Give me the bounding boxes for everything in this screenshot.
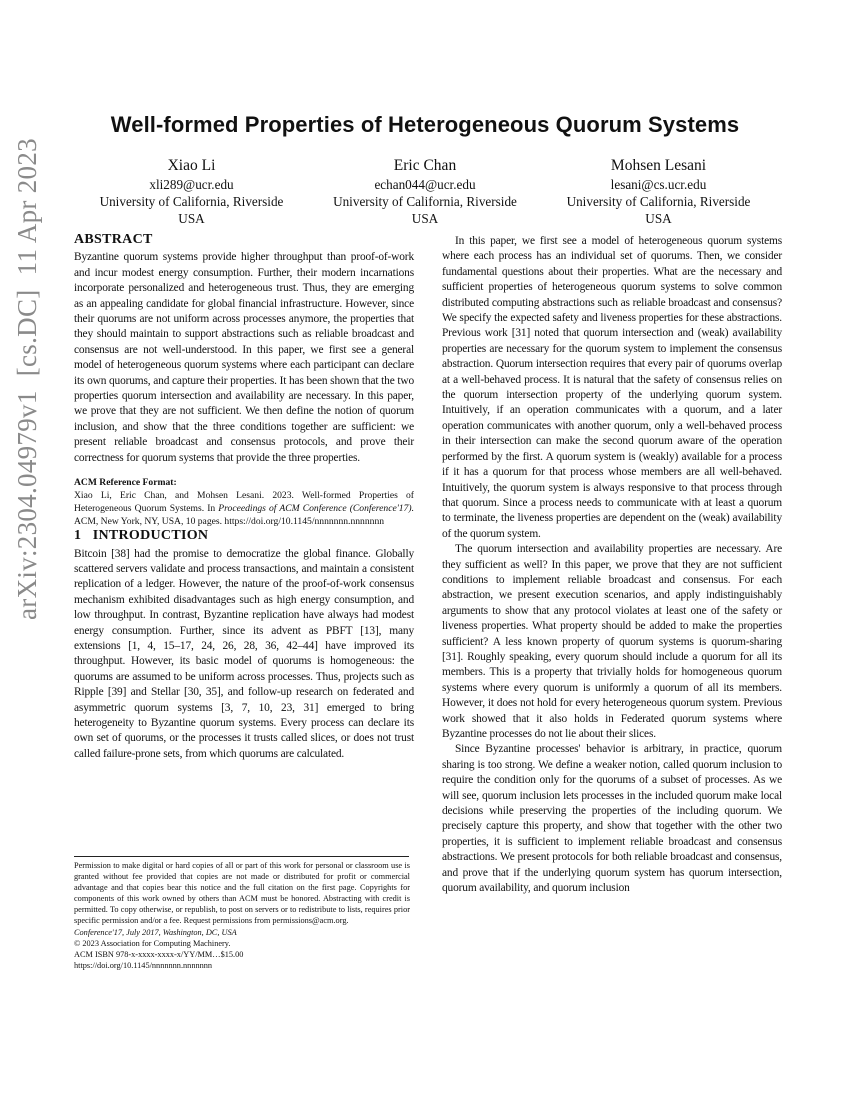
- introduction-paragraph: Bitcoin [38] had the promise to democratize the global finance. Globally scattered servers validate and process transactions, and maintain a consistent replication of a ledger. However, the nature of the proof-of-work consensus mechanism exhibited disadvantages such as high energy consumption, and low throughput. In contrast, Byzantine replication have always had modest energy consumption. Further, since its advent as PBFT [13], many extensions [1, 4, 15–17, 24, 26, 28, 36, 42–44] have improved its throughput. However, its basic model of quorums is homogeneous: the quorums are assumed to be uniform across processes. Thus, projects such as Ripple [39] and Stellar [30, 35], and follow-up research on federated and asymmetric quorum systems [3, 7, 10, 23, 31] emerged to bring heterogeneity to Byzantine quorum systems. Every process can declare its own set of quorums, or the processes it trusts called slices, or does not trust called failure-prone sets, from which quorums are calculated.: [74, 547, 414, 760]
- author-country: USA: [411, 211, 439, 226]
- author-3: [542, 155, 775, 227]
- acm-reference-heading: ACM Reference Format:: [74, 477, 177, 489]
- right-column: [442, 234, 782, 896]
- introduction-heading: [74, 528, 414, 543]
- abstract-heading: ABSTRACT: [74, 232, 153, 247]
- isbn: ACM ISBN 978-x-xxxx-xxxx-x/YY/MM…$15.00: [74, 949, 244, 959]
- section-number: 1: [74, 528, 82, 544]
- introduction-paragraph: In this paper, we first see a model of heterogeneous quorum systems where each process has an individual set of quorums. Then, we consider fundamental questions about their properties. What are the necessary and sufficient properties of heterogeneous quorum systems to solve common distributed computing abstractions such as reliable broadcast and consensus? We specify the expected safety and liveness properties for these abstractions. Previous work [31] noted that quorum intersection and (weak) availability properties are necessary for the quorum system to implement the consensus abstraction. Quorum intersection requires that every pair of quorums overlap at a well-behaved process. It is natural that the safety of consensus relies on the quorum intersection property of the underlying quorum system. Intuitively, if an operation communicates with a quorum, and a later operation communicates with another quorum, only a well-behaved process in their intersection can make the second quorum aware of the operation performed by the first. A quorum system is (weakly) available for a process if it has a quorum for that process whose members are all well-behaved. Intuitively, the quorum system is always responsive to that process through that quorum. Since a process needs to communicate with at least a quorum to terminate, the liveness properties are dependent on the (weak) availability of the quorum system.: [442, 235, 782, 540]
- footnote-block: [74, 860, 410, 971]
- author-country: USA: [645, 211, 672, 226]
- author-email: xli289@ucr.edu: [149, 177, 234, 192]
- author-name: Eric Chan: [393, 157, 457, 174]
- copyright-notice: © 2023 Association for Computing Machinery.: [74, 938, 231, 948]
- author-email: lesani@cs.ucr.edu: [610, 177, 707, 192]
- permission-notice: Permission to make digital or hard copies of all or part of this work for personal or classroom use is granted without fee provided that copies are not made or distributed for profit or commercial advantage and that copies bear this notice and the full citation on the first page. Copyrights for components of this work owned by others than ACM must be honored. Abstracting with credit is permitted. To copy otherwise, or republish, to post on servers or to redistribute to lists, requires prior specific permission and/or a fee. Request permissions from permissions@acm.org.: [74, 861, 410, 926]
- abstract-text: Byzantine quorum systems provide higher throughput than proof-of-work and incur modest energy consumption. Further, their modern incarnations incorporate personalized and heterogeneous trust. Thus, they are emerging as an appealing candidate for global financial infrastructure. However, since their quorums are not uniform across processes anymore, the properties that they should maintain to support abstractions such as reliable broadcast and consensus are not well-understood. In this paper, we first see a general model of heterogeneous quorum systems where each participant can declare its own quorums, and capture their properties. It has been shown that the two properties quorum intersection and availability are necessary. In this paper, we prove that they are not sufficient. We then define the notion of quorum inclusion, and show that the three conditions together are sufficient: we present reliable broadcast and consensus protocols, and prove their correctness for quorum systems that provide the three properties.: [74, 251, 414, 464]
- acm-reference-text: [74, 489, 414, 528]
- section-title: INTRODUCTION: [92, 528, 209, 544]
- paper-title: Well-formed Properties of Heterogeneous Quorum Systems: [110, 112, 740, 137]
- introduction-paragraph: The quorum intersection and availability properties are necessary. Are they sufficient as well? In this paper, we prove that they are not sufficient conditions to implement reliable broadcast and consensus. For each abstraction, we present execution scenarios, and apply indistinguishably arguments to show that any protocol violates at least one of the safety or liveness properties. What property should be added to make the properties sufficient? A less known property of quorum systems is quorum-sharing [31]. Roughly speaking, every quorum should include a quorum for all its members. This is a property that trivially holds for homogeneous quorum systems where every quorum is uniformly a quorum of all its members. However, it does not hold for every heterogeneous quorum system. Previous work showed that it also holds in Federated quorum systems where Byzantine processes do not lie about their slices.: [442, 543, 782, 740]
- author-affiliation: University of California, Riverside: [333, 194, 517, 209]
- author-name: Mohsen Lesani: [610, 157, 707, 174]
- left-column: [74, 232, 414, 762]
- acm-reference-text-main: Xiao Li, Eric Chan, and Mohsen Lesani. 2023. Well-formed Properties of Heterogeneous Quorum Systems. In: [74, 490, 414, 515]
- author-affiliation: University of California, Riverside: [99, 194, 284, 209]
- acm-reference-proceedings: Proceedings of ACM Conference (Conference'17).: [218, 503, 414, 515]
- author-affiliation: University of California, Riverside: [566, 194, 751, 209]
- introduction-paragraph: Since Byzantine processes' behavior is arbitrary, in practice, quorum sharing is too strong. We define a weaker notion, called quorum inclusion to require the condition only for the quorums of a subset of processes. As we will see, quorum inclusion lets processes in the included quorum make local decisions while preserving the properties of the including quorum. We precisely capture this property, and show that together with the other two properties, it is sufficient to implement reliable broadcast and consensus abstractions. We present protocols for both reliable broadcast and consensus, and prove that if the underlying quorum system has quorum intersection, quorum availability, and quorum inclusion: [442, 743, 782, 895]
- author-name: Xiao Li: [167, 157, 216, 174]
- author-block: [75, 155, 775, 227]
- doi-link[interactable]: https://doi.org/10.1145/nnnnnnn.nnnnnnn: [74, 960, 213, 970]
- footnote-divider: [74, 856, 409, 857]
- author-1: [75, 155, 308, 227]
- arxiv-identifier-stamp: arXiv:2304.04979v1 [cs.DC] 11 Apr 2023: [12, 138, 42, 620]
- conference-info: Conference'17, July 2017, Washington, DC, USA: [74, 927, 237, 937]
- author-email: echan044@ucr.edu: [374, 177, 476, 192]
- author-country: USA: [178, 211, 205, 226]
- author-2: [309, 155, 542, 227]
- acm-reference-text-end: ACM, New York, NY, USA, 10 pages. https://doi.org/10.1145/nnnnnnn.nnnnnnn: [74, 516, 385, 528]
